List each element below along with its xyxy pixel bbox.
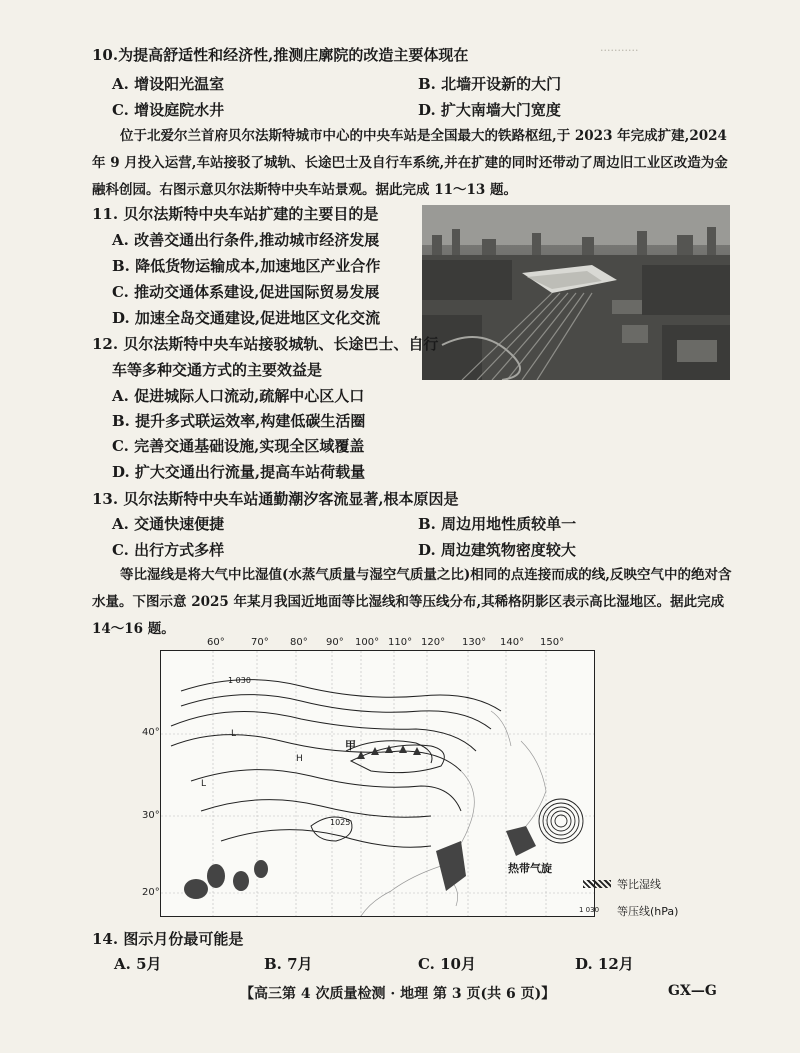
longitude-label: 90°	[326, 637, 344, 648]
longitude-label: 100°	[355, 637, 380, 648]
passage-humidity: 等比湿线是将大气中比湿值(水蒸气质量与湿空气质量之比)相同的点连接而成的线,反映空气中的绝对含水量。下图示意 2025 年某月我国近地面等比湿线和等压线分布,其稀格阴影区表示高比湿地区。据此完成 14～16 题。	[92, 567, 732, 637]
q10-option-d: D. 扩大南墙大门宽度	[418, 101, 561, 119]
map-label-isobar-value-2: 1025	[330, 818, 351, 827]
belfast-station-photo	[422, 205, 730, 380]
q12-option-d: D. 扩大交通出行流量,提高车站荷载量	[112, 463, 366, 481]
bleed-through-text: ···········	[600, 44, 639, 57]
latitude-label: 40°	[142, 727, 160, 738]
q11-option-c: C. 推动交通体系建设,促进国际贸易发展	[112, 283, 380, 301]
q13-option-c: C. 出行方式多样	[112, 541, 225, 559]
longitude-label: 140°	[500, 637, 525, 648]
humidity-isobar-map	[160, 650, 595, 917]
station-aerial-illustration	[422, 205, 730, 380]
q11-option-a: A. 改善交通出行条件,推动城市经济发展	[112, 231, 380, 249]
q11-option-d: D. 加速全岛交通建设,促进地区文化交流	[112, 309, 381, 327]
q13-option-b: B. 周边用地性质较单一	[418, 515, 577, 533]
passage-belfast: 位于北爱尔兰首府贝尔法斯特城市中心的中央车站是全国最大的铁路枢纽,于 2023 年完成扩建,2024 年 9 月投入运营,车站接驳了城轨、长途巴士及自行车系统,并在扩建的同时还带动了周边旧工业区改造为金融科创园。右图示意贝尔法斯特中央车站景观。据此完成 11～13 题。	[92, 128, 728, 198]
q13-option-a: A. 交通快速便捷	[112, 515, 225, 533]
legend-isobar-label: 等压线(hPa)	[617, 905, 679, 918]
footer-page-info: 【高三第 4 次质量检测 · 地理 第 3 页(共 6 页)】	[240, 986, 556, 1002]
q12-option-a: A. 促进城际人口流动,疏解中心区人口	[112, 387, 365, 405]
q14-option-c: C. 10月	[418, 955, 476, 973]
q14-option-d: D. 12月	[575, 955, 634, 973]
legend-humidity-label: 等比湿线	[617, 878, 661, 891]
q12-option-b: B. 提升多式联运效率,构建低碳生活圈	[112, 412, 366, 430]
q10-option-a: A. 增设阳光温室	[112, 75, 225, 93]
q12-title-line2: 车等多种交通方式的主要效益是	[112, 361, 323, 379]
map-label-jia: 甲	[345, 739, 356, 752]
svg-text:L: L	[231, 729, 237, 739]
q11-title: 11. 贝尔法斯特中央车站扩建的主要目的是	[92, 205, 379, 223]
longitude-label: 130°	[462, 637, 487, 648]
legend-isobar-sample: 1 030	[579, 906, 600, 914]
longitude-label: 70°	[251, 637, 269, 648]
latitude-label: 20°	[142, 887, 160, 898]
map-label-isobar-value: 1 030	[228, 676, 251, 685]
q14-title: 14. 图示月份最可能是	[92, 930, 244, 948]
q10-title: 10.为提高舒适性和经济性,推测庄廓院的改造主要体现在	[92, 46, 469, 64]
legend-humidity-swatch	[583, 880, 611, 888]
svg-text:L: L	[201, 779, 207, 789]
longitude-label: 60°	[207, 637, 225, 648]
latitude-label: 30°	[142, 810, 160, 821]
longitude-label: 110°	[388, 637, 413, 648]
longitude-label: 120°	[421, 637, 446, 648]
map-drawing	[161, 651, 594, 916]
q12-option-c: C. 完善交通基础设施,实现全区域覆盖	[112, 437, 365, 455]
q11-option-b: B. 降低货物运输成本,加速地区产业合作	[112, 257, 381, 275]
longitude-label: 80°	[290, 637, 308, 648]
q10-option-c: C. 增设庭院水井	[112, 101, 225, 119]
q10-option-b: B. 北墙开设新的大门	[418, 75, 562, 93]
map-label-typhoon: 热带气旋	[508, 862, 552, 875]
q14-option-b: B. 7月	[264, 955, 313, 973]
q13-option-d: D. 周边建筑物密度较大	[418, 541, 576, 559]
q14-option-a: A. 5月	[114, 955, 162, 973]
svg-text:H: H	[296, 754, 303, 764]
longitude-label: 150°	[540, 637, 565, 648]
q12-title-line1: 12. 贝尔法斯特中央车站接驳城轨、长途巴士、自行	[92, 335, 439, 353]
q13-title: 13. 贝尔法斯特中央车站通勤潮汐客流显著,根本原因是	[92, 490, 459, 508]
footer-code: GX—G	[668, 983, 717, 999]
